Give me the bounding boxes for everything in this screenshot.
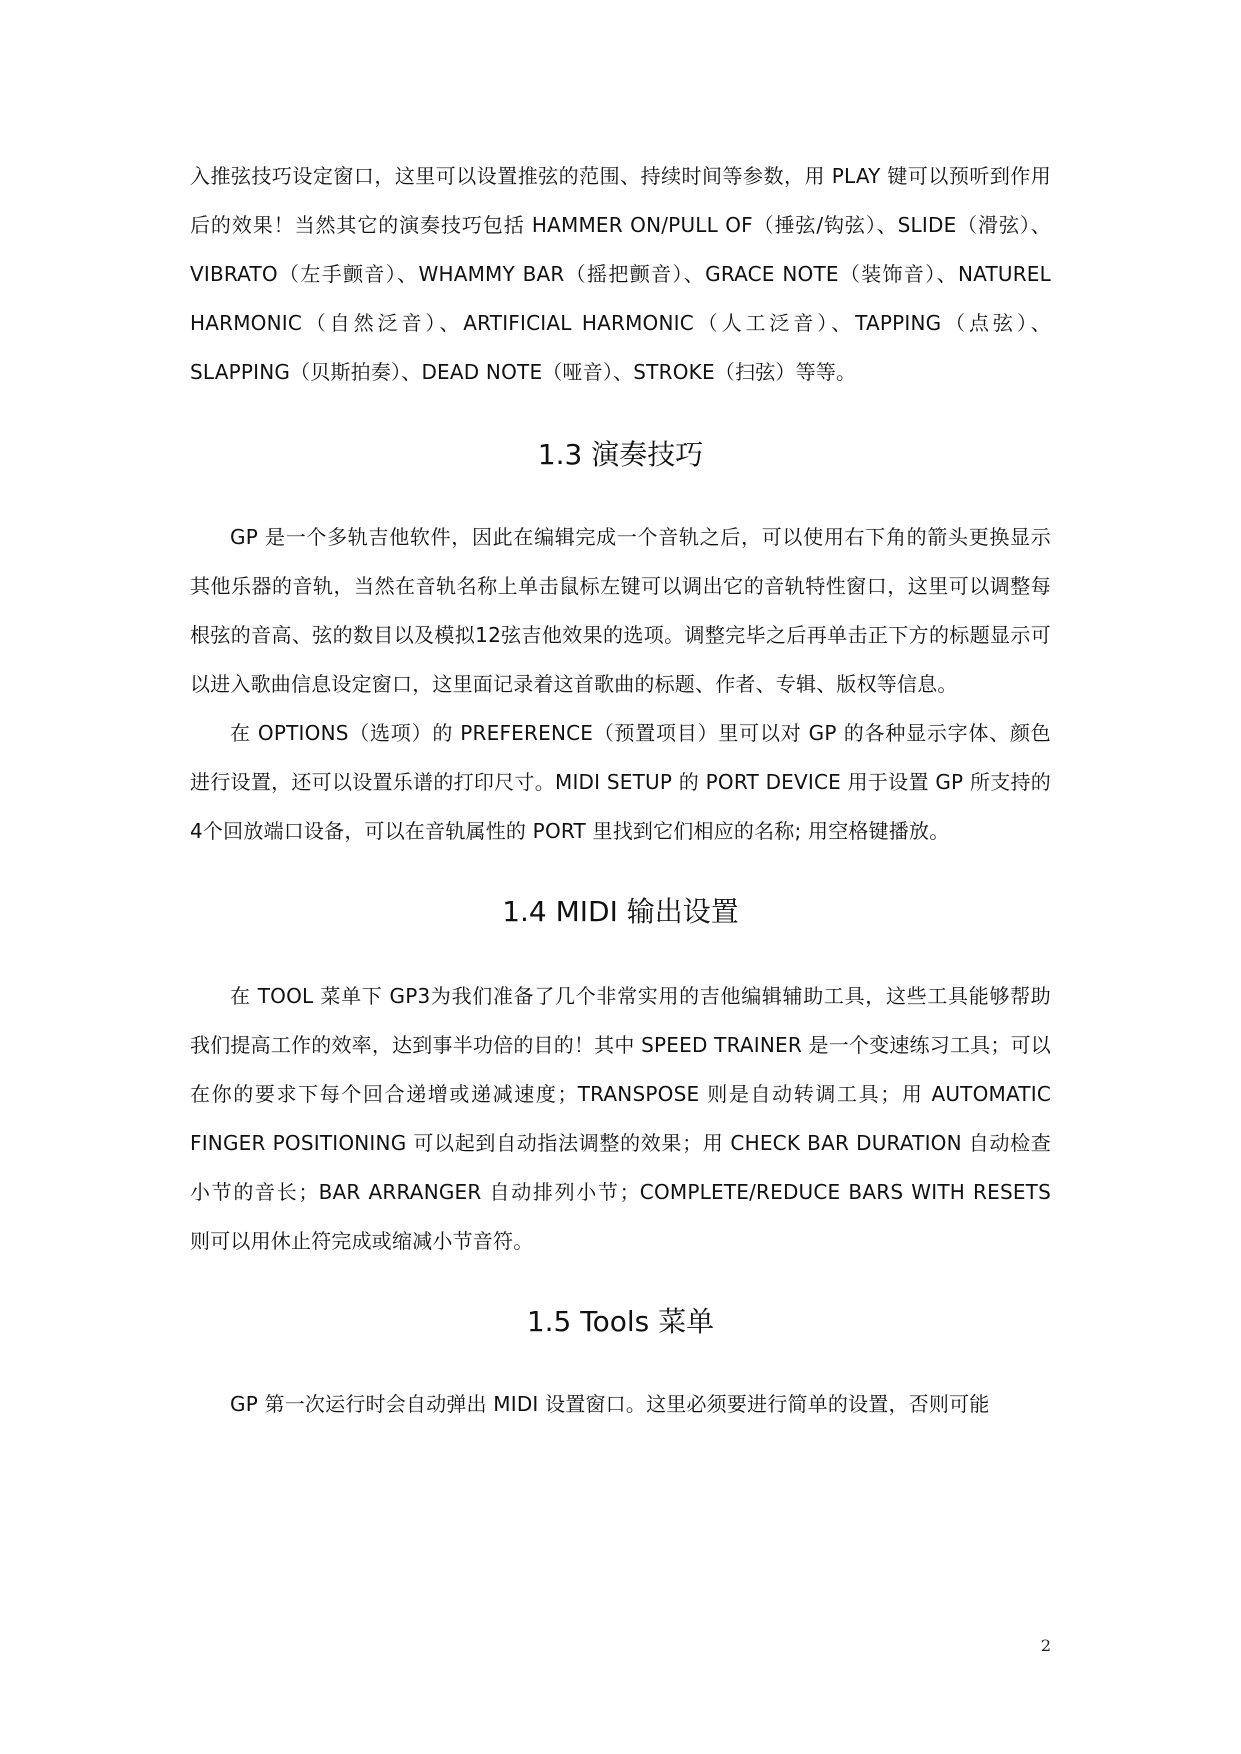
- paragraph-options: 在 OPTIONS（选项）的 PREFERENCE（预置项目）里可以对 GP 的各种显示字体、颜色进行设置，还可以设置乐谱的打印尺寸。MIDI SETUP 的 PORT DEVICE 用于设置 GP 所支持的4个回放端口设备，可以在音轨属性的 PORT 里找到它们相应的名称; 用空格键播放。: [190, 721, 1051, 843]
- page-content: [190, 152, 1051, 1429]
- section-heading-1-5: 1.5 Tools 菜单: [526, 1305, 715, 1338]
- paragraph-tool-menu: 在 TOOL 菜单下 GP3为我们准备了几个非常实用的吉他编辑辅助工具，这些工具能够帮助我们提高工作的效率，达到事半功倍的目的！其中 SPEED TRAINER 是一个变速练习工具；可以在你的要求下每个回合递增或递减速度；TRANSPOSE 则是自动转调工具；用 AUTOMATIC FINGER POSITIONING 可以起到自动指法调整的效果；用 CHECK BAR DURATION 自动检查小节的音长；BAR ARRANGER 自动排列小节；COMPLETE/REDUCE BARS WITH RESETS 则可以用休止符完成或缩减小节音符。: [190, 984, 1051, 1253]
- section-heading-1-3: 1.3 演奏技巧: [537, 438, 704, 471]
- paragraph-bend-techniques: 入推弦技巧设定窗口，这里可以设置推弦的范围、持续时间等参数，用 PLAY 键可以预听到作用后的效果！当然其它的演奏技巧包括 HAMMER ON/PULL OF（捶弦/钩弦）、SLIDE（滑弦）、VIBRATO（左手颤音）、WHAMMY BAR（摇把颤音）、GRACE NOTE（装饰音）、NATUREL HARMONIC（自然泛音）、ARTIFICIAL HARMONIC（人工泛音）、TAPPING（点弦）、SLAPPING（贝斯拍奏）、DEAD NOTE（哑音）、STROKE（扫弦）等等。: [190, 164, 1051, 384]
- section-heading-1-4: 1.4 MIDI 输出设置: [502, 895, 739, 928]
- paragraph-midi-setup: GP 第一次运行时会自动弹出 MIDI 设置窗口。这里必须要进行简单的设置，否则可能: [230, 1392, 990, 1416]
- paragraph-multitrack: GP 是一个多轨吉他软件，因此在编辑完成一个音轨之后，可以使用右下角的箭头更换显示其他乐器的音轨，当然在音轨名称上单击鼠标左键可以调出它的音轨特性窗口，这里可以调整每根弦的音高、弦的数目以及模拟12弦吉他效果的选项。调整完毕之后再单击正下方的标题显示可以进入歌曲信息设定窗口，这里面记录着这首歌曲的标题、作者、专辑、版权等信息。: [190, 525, 1051, 696]
- page-number: 2: [1040, 1636, 1051, 1655]
